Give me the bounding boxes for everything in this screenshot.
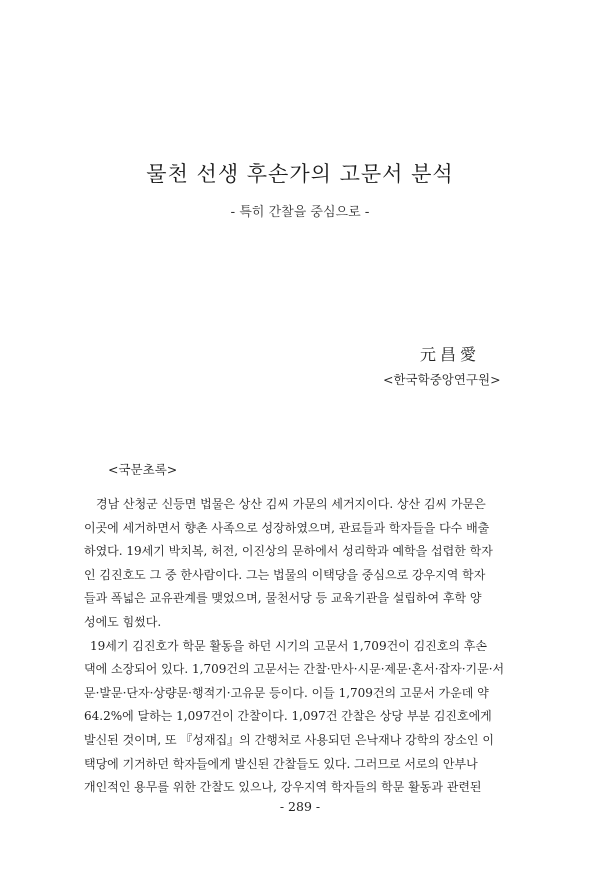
body-line: 댁에 소장되어 있다. 1,709건의 고문서는 간찰·만사·시문·제문·혼서·잡자·기문·서: [84, 662, 505, 677]
body-line: 19세기 김진호가 학문 활동을 하던 시기의 고문서 1,709건이 김진호의 후손: [90, 638, 487, 653]
body-line: 들과 폭넓은 교유관계를 맺었으며, 물천서당 등 교육기관을 설립하여 후학 양: [84, 591, 482, 606]
body-line: 문·발문·단자·상량문·행적기·고유문 등이다. 이들 1,709건의 고문서 가운데 약: [84, 685, 489, 700]
page-number: - 289 -: [279, 799, 321, 814]
body-line: 인 김진호도 그 중 한사람이다. 그는 법물의 이택당을 중심으로 강우지역 학자: [84, 567, 486, 582]
body-line: 하였다. 19세기 박치복, 허전, 이진상의 문하에서 성리학과 예학을 섭렵한 학자: [84, 544, 493, 559]
body-line: 경남 산청군 신등면 법물은 상산 김씨 가문의 세거지이다. 상산 김씨 가문은: [96, 497, 486, 511]
paper-subtitle: - 특히 간찰을 중심으로 -: [230, 205, 370, 220]
body-line: 개인적인 용무를 위한 간찰도 있으나, 강우지역 학자들의 학문 활동과 관련된: [84, 780, 482, 795]
body-line: 64.2%에 달하는 1,097건이 간찰이다. 1,097건 간찰은 상당 부분 김진호에게: [84, 709, 492, 724]
abstract-label: <국문초록>: [108, 462, 178, 477]
paper-title: 물천 선생 후손가의 고문서 분석: [146, 162, 454, 186]
author-name: 元昌愛: [420, 345, 481, 364]
author-affiliation: <한국학중앙연구원>: [383, 372, 501, 387]
abstract-body: [84, 493, 520, 800]
body-line: 성에도 힘썼다.: [84, 614, 162, 629]
body-line: 택당에 기거하던 학자들에게 발신된 간찰들도 있다. 그러므로 서로의 안부나: [84, 756, 478, 771]
body-line: 이곳에 세거하면서 향촌 사족으로 성장하였으며, 관료들과 학자들을 다수 배출: [84, 520, 490, 535]
body-line: 발신된 것이며, 또 『성재집』의 간행처로 사용되던 은낙재나 강학의 장소인 이: [84, 732, 494, 747]
